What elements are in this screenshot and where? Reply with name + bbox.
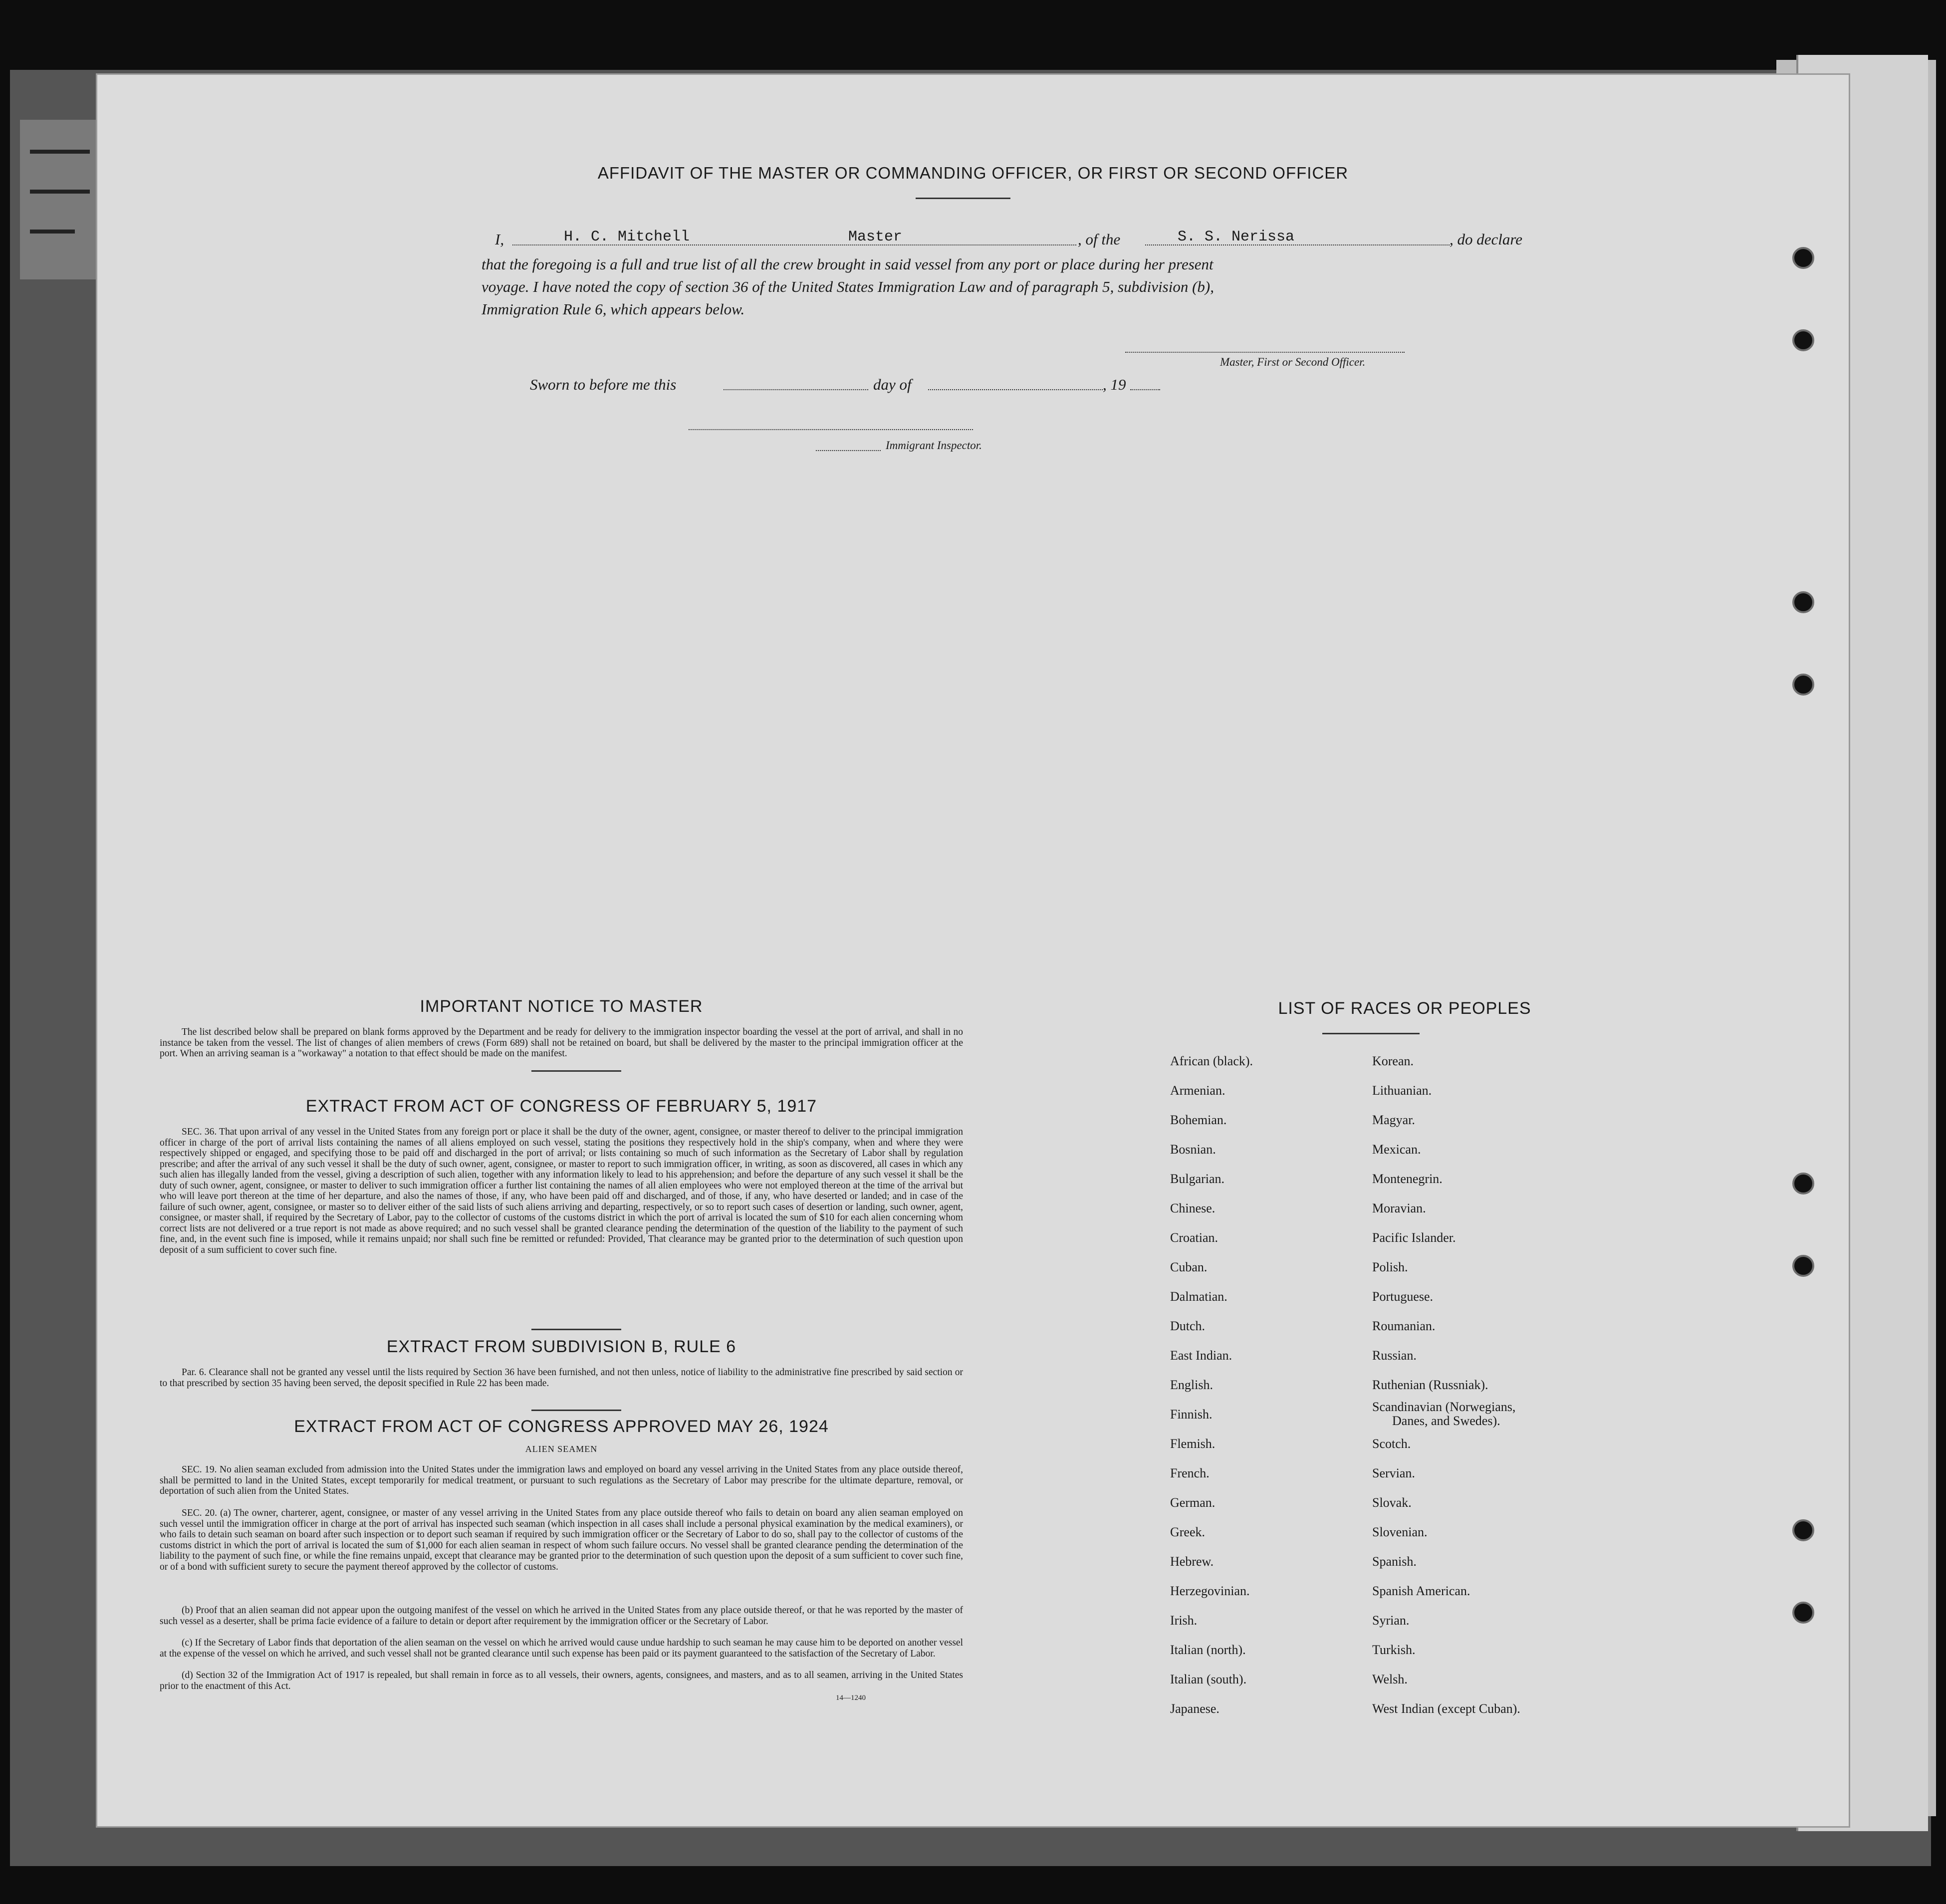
day-of-label: day of	[873, 376, 912, 393]
race-item: Italian (south).	[1170, 1672, 1247, 1686]
race-item: Croatian.	[1170, 1230, 1218, 1245]
extract-1917-text: SEC. 36. That upon arrival of any vessel in the United States from any foreign port or place it shall be the duty of the owner, agent, consignee, or master thereof to deliver to the principal immigration officer in charge of the port of arrival lists containing the names of all aliens employed on such vessel, stating the positions they respectively hold in the ship's company, when and where they were respectively shipped or engaged, and specifying those to be paid off and discharged in the port of arrival; or lists containing so much of such information as the Secretary of Labor shall by regulation prescribe; and after the arrival of any such vessel it shall be the duty of such owner, agent, consignee, or master to report to such immigration officer, in writing, as soon as discovered, all cases in which any such alien has illegally landed from the vessel, giving a description of such alien, together with any information likely to lead to his apprehension; and before the departure of any such vessel it shall be the duty of such owner, agent, consignee, or master to deliver to such immigration officer a further list containing the names of all alien employees who were not employed thereon at the time of the arrival but who will leave port thereon at the time of her departure, and also the names of those, if any, who have been paid off and discharged, and of those, if any, who have deserted or landed; and in case of the failure of such owner, agent, consignee, or master so to deliver either of the said lists of such aliens arriving and departing, respectively, or so to report such cases of desertion or landing, such owner, agent, consignee, or master shall, if required by the Secretary of Labor, pay to the collector of customs of the customs district in which the port of arrival is located the sum of $10 for each alien concerning whom correct lists are not delivered or a true report is not made as above required; and no such vessel shall be granted clearance pending the determination of the question of the liability to the payment of such fine, and, in the event such fine is imposed, while it remains unpaid; nor shall such fine be remitted or refunded: Provided, That clearance may be granted prior to the determination of such question upon deposit of a sum sufficient to cover such fine.	[160, 1127, 963, 1255]
extract-rule6-title: EXTRACT FROM SUBDIVISION B, RULE 6	[386, 1337, 736, 1356]
race-item: Magyar.	[1372, 1113, 1415, 1127]
adjacent-page-stamp	[20, 120, 105, 279]
punch-hole	[1792, 247, 1814, 269]
race-item: Chinese.	[1170, 1201, 1216, 1215]
signature-caption: Master, First or Second Officer.	[1220, 356, 1366, 368]
race-item: Montenegrin.	[1372, 1172, 1443, 1186]
race-item: Roumanian.	[1372, 1319, 1436, 1333]
race-item: Syrian.	[1372, 1613, 1410, 1628]
race-item: Armenian.	[1170, 1083, 1225, 1098]
race-item: Polish.	[1372, 1260, 1408, 1274]
title-rule	[916, 198, 1010, 199]
race-item: Dutch.	[1170, 1319, 1206, 1333]
extract-rule6-text: Par. 6. Clearance shall not be granted any vessel until the lists required by Section 36 have been furnished, and not then unless, notice of liability to the administrative fine prescribed by said section or to that prescribed by section 35 having been served, the deposit specified in Rule 22 has been made.	[160, 1367, 963, 1389]
affidavit-line-2: that the foregoing is a full and true list of all the crew brought in said vessel from any port or place during her present	[482, 255, 1214, 273]
race-item: French.	[1170, 1466, 1210, 1480]
punch-hole	[1792, 1173, 1814, 1194]
race-item: Scotch.	[1372, 1436, 1411, 1451]
races-title-rule	[1322, 1033, 1420, 1034]
race-item: Korean.	[1372, 1054, 1414, 1068]
sworn-year-blank	[1130, 389, 1160, 390]
section-rule	[531, 1329, 621, 1330]
race-item: Dalmatian.	[1170, 1289, 1227, 1304]
extract-1924-sec19: SEC. 19. No alien seaman excluded from admission into the United States under the immigration laws and employed on board any vessel arriving in the United States from any place outside thereof, shall be permitted to land in the United States, except temporarily for medical treatment, or pursuant to such regulations as the Secretary of Labor may prescribe for the ultimate departure, removal, or deportation of such alien from the United States.	[160, 1464, 963, 1496]
race-item: Hebrew.	[1170, 1554, 1214, 1569]
inspector-caption: Immigrant Inspector.	[886, 439, 982, 452]
race-item: Flemish.	[1170, 1436, 1216, 1451]
race-item: Spanish.	[1372, 1554, 1417, 1569]
punch-hole	[1792, 591, 1814, 613]
race-item: Bulgarian.	[1170, 1172, 1225, 1186]
races-title: LIST OF RACES OR PEOPLES	[1278, 999, 1531, 1018]
sworn-label: Sworn to before me this	[530, 376, 677, 393]
race-item: Greek.	[1170, 1525, 1206, 1539]
race-item: West Indian (except Cuban).	[1372, 1701, 1520, 1716]
race-item: Russian.	[1372, 1348, 1417, 1363]
extract-1924-sec20c: (c) If the Secretary of Labor finds that deportation of the alien seaman on the vessel on which he arrived would cause undue hardship to such seaman he may cause him to be deported on another vessel at the expense of the vessel on which he arrived, and such vessel shall not be granted clearance until such expense has been paid or its payment guaranteed to the satisfaction of the Secretary of Labor.	[160, 1638, 963, 1659]
affidavit-i-label: I,	[495, 231, 504, 248]
race-item: Turkish.	[1372, 1643, 1416, 1657]
extract-1924-title: EXTRACT FROM ACT OF CONGRESS APPROVED MAY 26, 1924	[294, 1417, 829, 1436]
extract-1924-sec20b: (b) Proof that an alien seaman did not appear upon the outgoing manifest of the vessel on which he arrived in the United States from any place outside thereof, or that he was reported by the master of such vessel as a deserter, shall be prima facie evidence of a failure to detain or deport after requirement by the immigration officer or the Secretary of Labor.	[160, 1605, 963, 1627]
do-declare-label: , do declare	[1450, 231, 1523, 248]
race-item: Pacific Islander.	[1372, 1230, 1456, 1245]
race-item: Slovak.	[1372, 1495, 1412, 1510]
race-item: Moravian.	[1372, 1201, 1426, 1215]
punch-hole	[1792, 1255, 1814, 1277]
punch-hole	[1792, 674, 1814, 696]
punch-hole	[1792, 1602, 1814, 1624]
race-item: Servian.	[1372, 1466, 1415, 1480]
section-rule	[531, 1410, 621, 1411]
race-item: Japanese.	[1170, 1701, 1219, 1716]
affidavit-line-3: voyage. I have noted the copy of section 36 of the United States Immigration Law and of paragraph 5, subdivision (b),	[482, 278, 1214, 295]
signature-line	[1125, 352, 1405, 353]
race-item: Scandinavian (Norwegians,	[1372, 1400, 1516, 1414]
race-item: Welsh.	[1372, 1672, 1408, 1686]
race-item: Finnish.	[1170, 1407, 1213, 1422]
inspector-signature-line	[689, 429, 973, 430]
notice-text: The list described below shall be prepared on blank forms approved by the Department and be ready for delivery to the immigration inspector boarding the vessel at the port of arrival, and shall in no instance be taken from the vessel. The list of changes of alien members of crews (Form 689) shall not be retained on board, but shall be delivered by the master to the principal immigration officer at the port. When an arriving seaman is a "workaway" a notation to that effect should be made on the manifest.	[160, 1027, 963, 1059]
officer-name: H. C. Mitchell	[564, 229, 690, 245]
race-item: Lithuanian.	[1372, 1083, 1432, 1098]
race-item: Bohemian.	[1170, 1113, 1227, 1127]
section-rule	[531, 1070, 621, 1072]
vessel-name: S. S. Nerissa	[1178, 229, 1295, 245]
of-the-label: , of the	[1078, 231, 1121, 248]
inspector-caption-rule	[816, 450, 881, 451]
year-prefix: , 19	[1103, 376, 1126, 393]
affidavit-line-4: Immigration Rule 6, which appears below.	[482, 300, 745, 318]
race-item: Cuban.	[1170, 1260, 1208, 1274]
notice-title: IMPORTANT NOTICE TO MASTER	[420, 997, 703, 1016]
officer-rank: Master	[848, 229, 903, 245]
race-item: Irish.	[1170, 1613, 1198, 1628]
race-item: Spanish American.	[1372, 1584, 1470, 1598]
sworn-day-blank	[724, 389, 868, 390]
extract-1917-title: EXTRACT FROM ACT OF CONGRESS OF FEBRUARY 5, 1917	[305, 1097, 817, 1116]
sworn-month-blank	[928, 389, 1103, 390]
race-item: Slovenian.	[1372, 1525, 1428, 1539]
race-item-continuation: Danes, and Swedes).	[1392, 1414, 1500, 1428]
race-item: Mexican.	[1372, 1142, 1421, 1157]
race-item: African (black).	[1170, 1054, 1253, 1068]
race-item: Italian (north).	[1170, 1643, 1246, 1657]
punch-hole	[1792, 1519, 1814, 1541]
race-item: English.	[1170, 1378, 1213, 1392]
extract-1924-subtitle: ALIEN SEAMEN	[525, 1444, 598, 1454]
race-item: Ruthenian (Russniak).	[1372, 1378, 1488, 1392]
race-item: Portuguese.	[1372, 1289, 1434, 1304]
extract-1924-sec20a: SEC. 20. (a) The owner, charterer, agent, consignee, or master of any vessel arriving in the United States from any place outside thereof who fails to detain on board any alien seaman employed on such vessel until the immigration officer in charge at the port of arrival has inspected such seaman (which inspection in all cases shall include a personal physical examination by the medical examiners), or who fails to detain such seaman on board after such inspection or to deport such seaman if required by such immigration officer or the Secretary of Labor to do so, shall pay to the collector of customs of the customs district in which the port of arrival is located the sum of $1,000 for each alien seaman in respect of whom such failure occurs. No vessel shall be granted clearance pending the determination of the liability to the payment of such fine, or while the fine remains unpaid, except that clearance may be granted prior to the determination of such question upon the deposit of a sum sufficient to cover such fine, or of a bond with sufficient surety to secure the payment thereof approved by the collector of customs.	[160, 1508, 963, 1572]
document-page	[97, 75, 1849, 1826]
race-item: East Indian.	[1170, 1348, 1232, 1363]
form-number: 14—1240	[836, 1694, 866, 1702]
affidavit-title: AFFIDAVIT OF THE MASTER OR COMMANDING OFFICER, OR FIRST OR SECOND OFFICER	[597, 164, 1349, 182]
race-item: German.	[1170, 1495, 1216, 1510]
race-item: Herzegovinian.	[1170, 1584, 1250, 1598]
extract-1924-sec20d: (d) Section 32 of the Immigration Act of 1917 is repealed, but shall remain in force as to all vessels, their owners, agents, consignees, and masters, and as to all seamen, arriving in the United States prior to the enactment of this Act.	[160, 1670, 963, 1691]
punch-hole	[1792, 329, 1814, 351]
race-item: Bosnian.	[1170, 1142, 1216, 1157]
